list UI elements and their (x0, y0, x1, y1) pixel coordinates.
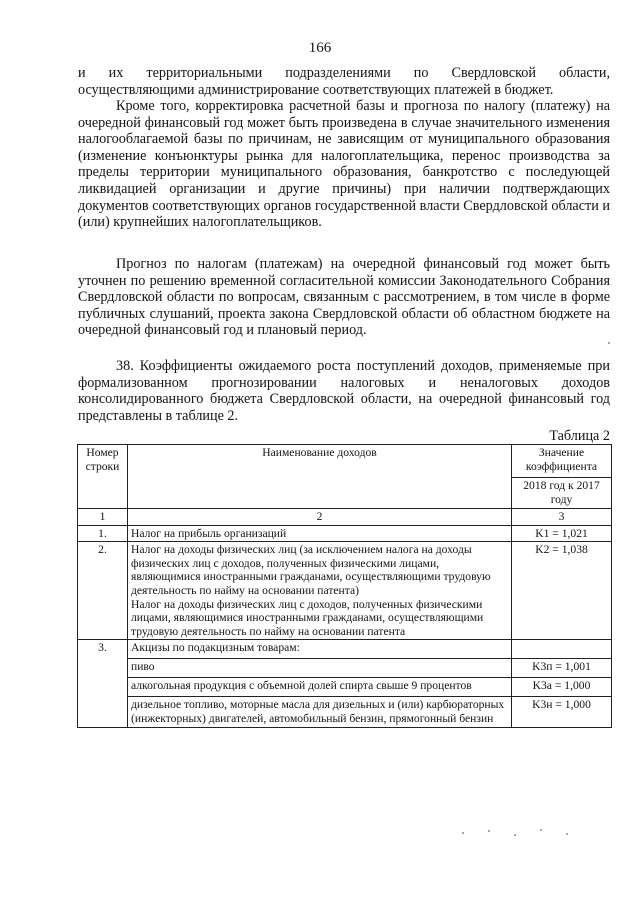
income-name: Налог на прибыль организаций (128, 525, 512, 542)
header-income-name: Наименование доходов (128, 445, 512, 509)
table-row (78, 640, 612, 659)
excise-item: алкогольная продукция с объемной долей спирта свыше 9 процентов (128, 678, 512, 697)
excise-item: дизельное топливо, моторные масла для дизельных и (или) карбюраторных (инжекторных) двигателей, автомобильный бензин, прямогонный бензин (128, 697, 512, 727)
row-number: 2. (78, 542, 128, 640)
table-row (78, 542, 612, 640)
scan-speck (488, 830, 490, 832)
scan-speck (540, 829, 542, 831)
scan-speck (514, 834, 516, 836)
coefficient-value (512, 640, 612, 659)
index-cell: 3 (512, 509, 612, 526)
table-caption: Таблица 2 (549, 428, 610, 444)
table-row (78, 659, 612, 678)
table-row (78, 678, 612, 697)
table-index-row (78, 509, 612, 526)
income-name-part-1: Налог на доходы физических лиц (за исключением налога на доходы физических лиц с доходов, полученных физическими лицами, являющимися иностранными гражданами, осуществляющими трудовую деятельность по найму на основании патента) (131, 543, 491, 597)
excise-item: пиво (128, 659, 512, 678)
coefficient-value: K3а = 1,000 (512, 678, 612, 697)
table-row (78, 525, 612, 542)
paragraph-forecast-update: Прогноз по налогам (платежам) на очередной финансовый год может быть уточнен по решению временной согласительной комиссии Законодательного Собрания Свердловской области по вопросам, связанным с рассмотрением, в том числе в форме публичных слушаний, проекта закона Свердловской области об областном бюджете на очередной финансовый год и плановый период. (78, 256, 610, 339)
paragraph-continuation: и их территориальными подразделениями по Свердловской области, осуществляющими администрирование соответствующих платежей в бюджет. (78, 65, 610, 98)
income-name (128, 542, 512, 640)
header-year: 2018 год к 2017 году (512, 478, 612, 509)
coefficient-value: K3п = 1,001 (512, 659, 612, 678)
scan-speck (462, 832, 464, 834)
index-cell: 1 (78, 509, 128, 526)
coefficient-value: K1 = 1,021 (512, 525, 612, 542)
page-number: 166 (308, 40, 332, 56)
paragraph-recalculation: Кроме того, корректировка расчетной базы и прогноза по налогу (платежу) на очередной финансовый год может быть произведена в случае значительного изменения налогооблагаемой базы по причинам, не зависящим от муниципального образования (изменение конъюнктуры рынка для налогоплательщика, перенос производства за пределы территории муниципального образования, банкротство с последующей ликвидацией организации и другие причины) при наличии подтверждающих документов соответствующих органов государственной власти Свердловской области и (или) крупнейших налогоплательщиков. (78, 98, 610, 231)
header-row-number: Номер строки (78, 445, 128, 509)
row-number: 1. (78, 525, 128, 542)
scan-speck (608, 342, 610, 344)
coefficients-table (77, 444, 612, 728)
header-coefficient: Значение коэффициента (512, 445, 612, 478)
coefficient-value: K2 = 1,038 (512, 542, 612, 640)
table-header-row (78, 445, 612, 478)
index-cell: 2 (128, 509, 512, 526)
income-name: Акцизы по подакцизным товарам: (128, 640, 512, 659)
coefficient-value: K3н = 1,000 (512, 697, 612, 727)
scan-speck (566, 833, 568, 835)
paragraph-section-38: 38. Коэффициенты ожидаемого роста поступлений доходов, применяемые при формализованном прогнозировании налоговых и неналоговых доходов консолидированного бюджета Свердловской области, на очередной финансовый год представлены в таблице 2. (78, 358, 610, 424)
table-row (78, 697, 612, 727)
row-number: 3. (78, 640, 128, 727)
income-name-part-2: Налог на доходы физических лиц с доходов, полученных физическими лицами, являющимися иностранными гражданами, осуществляющими трудовую деятельность по найму на основании патента (131, 597, 484, 638)
